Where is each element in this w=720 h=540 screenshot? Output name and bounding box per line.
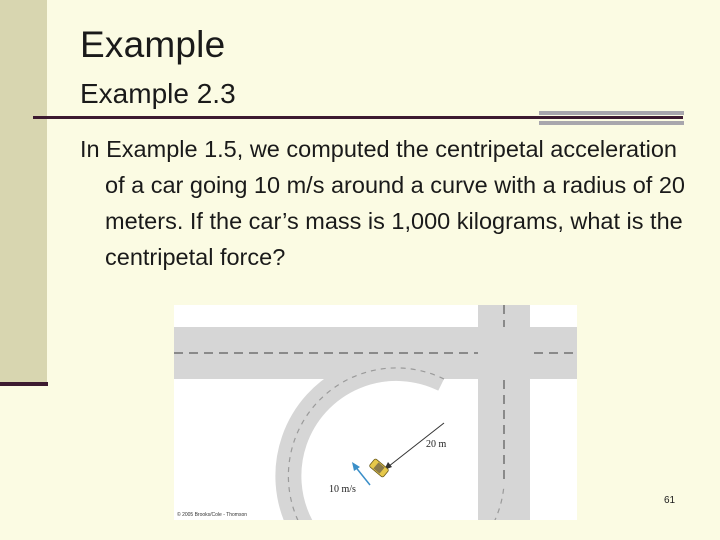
speed-label: 10 m/s [329,484,356,495]
car-icon [369,458,389,477]
radius-label: 20 m [426,439,447,450]
left-sidebar-rule [0,382,48,386]
road-curve-figure [174,305,577,520]
curve-ramp [288,368,504,520]
decorative-rule-bottom [539,121,684,125]
road-diagram [174,305,577,520]
problem-statement: In Example 1.5, we computed the centripetal acceleration of a car going 10 m/s around a curve with a radius of 20 meters. If the car’s mass is 1,000 kilograms, what is the centripetal force? [80,136,685,270]
left-sidebar-band [0,0,47,382]
intersection [478,327,530,379]
page-number: 61 [664,495,676,506]
slide-title: Example [80,24,226,65]
decorative-rule-top [539,111,684,115]
title-divider [33,116,683,119]
image-credit: © 2005 Brooks/Cole - Thomson [177,512,248,518]
slide-subtitle: Example 2.3 [80,78,236,109]
velocity-arrowhead [352,462,360,471]
